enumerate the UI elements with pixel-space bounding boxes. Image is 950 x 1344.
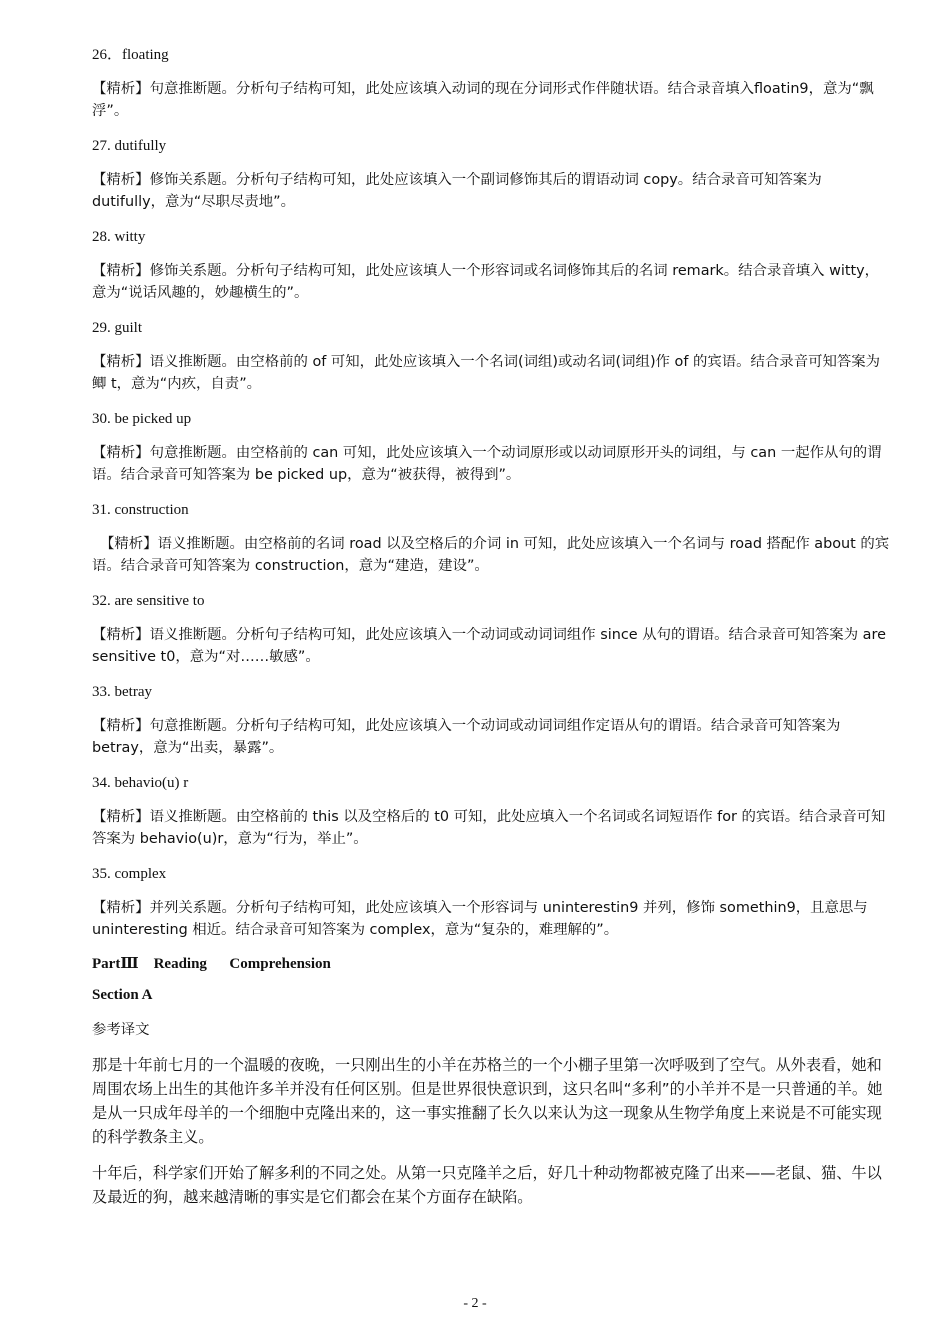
answer-item <box>92 44 892 122</box>
analysis-label: 【精析】 <box>92 627 150 643</box>
translation-paragraph: 十年后，科学家们开始了解多利的不同之处。从第一只克隆羊之后，好几十种动物都被克隆了出来——老鼠、猫、牛以及最近的狗，越来越清晰的事实是它们都会在某个方面存在缺陷。 <box>92 1164 882 1206</box>
answer-item <box>92 226 892 304</box>
analysis-body: 句意推断题。由空格前的 can 可知，此处应该填入一个动词原形或以动词原形开头的词组，与 can 一起作从句的谓语。结合录音可知答案为 be picked up，意为“被获得，被得到”。 <box>92 445 882 483</box>
analysis-text <box>92 260 892 304</box>
analysis-label: 【精析】 <box>92 81 150 97</box>
answer-item <box>92 499 892 577</box>
analysis-text <box>92 806 892 850</box>
analysis-label: 【精析】 <box>92 900 150 916</box>
answer-item <box>92 590 892 668</box>
analysis-body: 并列关系题。分析句子结构可知，此处应该填入一个形容词与 uninterestin9 并列，修饰 somethin9，且意思与 uninteresting 相近。结合录音可知答案为 complex，意为“复杂的，难理解的”。 <box>92 900 868 938</box>
answer-heading: 35. complex <box>92 866 167 882</box>
answer-heading: 29. guilt <box>92 320 143 336</box>
answer-heading: 26．floating <box>92 47 169 63</box>
answer-item <box>92 317 892 395</box>
analysis-body: 修饰关系题。分析句子结构可知，此处应该填入一个副词修饰其后的谓语动词 copy。结合录音可知答案为 dutifully，意为“尽职尽责地”。 <box>92 172 822 210</box>
analysis-body: 语义推断题。由空格前的 this 以及空格后的 t0 可知，此处应填入一个名词或名词短语作 for 的宾语。结合录音可知答案为 behavio(u)r，意为“行为，举止”。 <box>92 809 886 847</box>
answer-item <box>92 408 892 486</box>
analysis-text <box>92 351 892 395</box>
section-heading: Section A <box>92 987 153 1003</box>
answer-heading: 33. betray <box>92 684 152 700</box>
analysis-label: 【精析】 <box>92 172 150 188</box>
translation-label: 参考译文 <box>92 1022 150 1038</box>
answer-heading: 28. witty <box>92 229 146 245</box>
translation-paragraph: 那是十年前七月的一个温暖的夜晚，一只刚出生的小羊在苏格兰的一个小棚子里第一次呼吸到了空气。从外表看，她和周围农场上出生的其他许多羊并没有任何区别。但是世界很快意识到，这只名叫“多利”的小羊并不是一只普通的羊。她是从一只成年母羊的一个细胞中克隆出来的，这一事实推翻了长久以来认为这一现象从生物学角度上来说是不可能实现的科学教条主义。 <box>92 1056 883 1146</box>
analysis-text <box>92 442 892 486</box>
answer-item <box>92 135 892 213</box>
analysis-text <box>92 624 892 668</box>
analysis-text <box>92 897 892 941</box>
analysis-body: 语义推断题。由空格前的名词 road 以及空格后的介词 in 可知，此处应该填入一个名词与 road 搭配作 about 的宾语。结合录音可知答案为 construction，意为“建造，建设”。 <box>92 536 890 574</box>
analysis-text <box>92 715 892 759</box>
answer-heading: 30. be picked up <box>92 411 192 427</box>
answer-item <box>92 863 892 941</box>
answer-heading: 32. are sensitive to <box>92 593 205 609</box>
answer-item <box>92 681 892 759</box>
answer-heading: 34. behavio(u) r <box>92 775 189 791</box>
analysis-text <box>92 533 892 577</box>
analysis-body: 语义推断题。由空格前的 of 可知，此处应该填入一个名词(词组)或动名词(词组)作 of 的宾语。结合录音可知答案为鲫 t，意为“内疚，自责”。 <box>92 354 881 392</box>
analysis-label: 【精析】 <box>92 263 150 279</box>
analysis-label: 【精析】 <box>92 445 150 461</box>
analysis-label: 【精析】 <box>92 354 150 370</box>
document-body <box>92 44 892 1221</box>
analysis-body: 修饰关系题。分析句子结构可知，此处应该填人一个形容词或名词修饰其后的名词 remark。结合录音填入 witty，意为“说话风趣的，妙趣横生的”。 <box>92 263 880 301</box>
part-heading: PartⅢ Reading Comprehension <box>92 956 331 972</box>
analysis-label: 【精析】 <box>92 718 150 734</box>
answer-heading: 31. construction <box>92 502 189 518</box>
analysis-text <box>92 78 892 122</box>
answer-heading: 27. dutifully <box>92 138 167 154</box>
analysis-body: 句意推断题。分析句子结构可知，此处应该填入动词的现在分词形式作伴随状语。结合录音填入floatin9，意为“飘浮”。 <box>92 81 874 119</box>
analysis-body: 句意推断题。分析句子结构可知，此处应该填入一个动词或动词词组作定语从句的谓语。结合录音可知答案为 betray，意为“出卖，暴露”。 <box>92 718 841 756</box>
analysis-text <box>92 169 892 213</box>
answer-item <box>92 772 892 850</box>
answer-list <box>92 44 892 941</box>
analysis-label: 【精析】 <box>92 809 150 825</box>
page-number: - 2 - <box>463 1296 487 1311</box>
analysis-label: 【精析】 <box>100 536 158 552</box>
analysis-body: 语义推断题。分析句子结构可知，此处应该填入一个动词或动词词组作 since 从句的谓语。结合录音可知答案为 are sensitive t0，意为“对……敏感”。 <box>92 627 886 665</box>
